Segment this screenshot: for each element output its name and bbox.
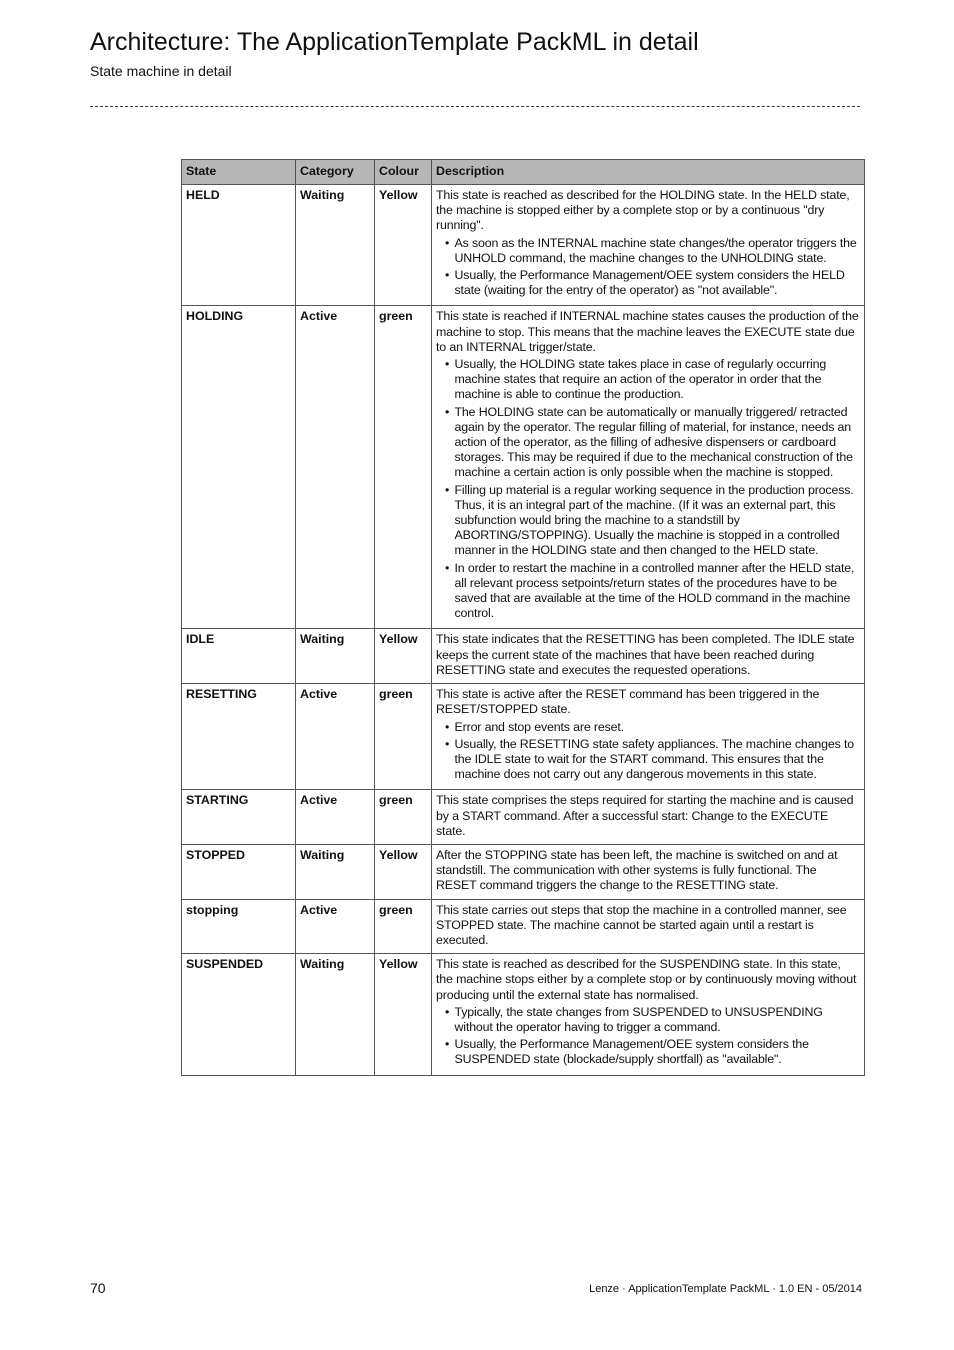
description-cell xyxy=(432,790,865,845)
description-bullet: • Typically, the state changes from SUSPENDED to UNSUSPENDING without the operator having to trigger a command. xyxy=(436,1005,860,1035)
colour-cell: green xyxy=(375,684,432,790)
header-separator xyxy=(90,106,860,107)
description-bullet: • As soon as the INTERNAL machine state changes/the operator triggers the UNHOLD command, the machine changes to the UNHOLDING state. xyxy=(436,236,860,266)
description-bullet: • Usually, the HOLDING state takes place in case of regularly occurring machine states that require an action of the operator in order that the machine is able to continue the production. xyxy=(436,357,860,403)
table-row xyxy=(182,306,865,629)
description-cell xyxy=(432,684,865,790)
table-row xyxy=(182,684,865,790)
page-number: 70 xyxy=(90,1280,106,1296)
description-text: This state is active after the RESET command has been triggered in the RESET/STOPPED state. xyxy=(436,687,820,717)
description-cell xyxy=(432,185,865,306)
column-header-description: Description xyxy=(432,160,865,185)
description-bullet: • In order to restart the machine in a controlled manner after the HELD state, all relevant process setpoints/return states of the procedures have to be saved that are available at the time of the HOLD command in the machine control. xyxy=(436,561,860,622)
column-header-colour: Colour xyxy=(375,160,432,185)
description-bullet: • Usually, the RESETTING state safety appliances. The machine changes to the IDLE state to wait for the START command. This ensures that the machine does not carry out any dangerous movements in this state. xyxy=(436,737,860,783)
description-cell xyxy=(432,954,865,1075)
category-cell: Waiting xyxy=(296,185,375,306)
description-text: This state is reached as described for the SUSPENDING state. In this state, the machine stops either by a complete stop or by continuously moving without producing until the external state has normalised. xyxy=(436,957,857,1002)
state-table xyxy=(181,159,865,1076)
colour-cell: Yellow xyxy=(375,844,432,899)
description-bullet: • Usually, the Performance Management/OEE system considers the SUSPENDED state (blockade/supply shortfall) as "available". xyxy=(436,1037,860,1067)
column-header-state: State xyxy=(182,160,296,185)
category-cell: Active xyxy=(296,899,375,954)
state-cell: stopping xyxy=(182,899,296,954)
colour-cell: Yellow xyxy=(375,954,432,1075)
description-text: This state carries out steps that stop the machine in a controlled manner, see STOPPED state. The machine cannot be started again until a restart is executed. xyxy=(436,902,847,947)
category-cell: Active xyxy=(296,306,375,629)
table-row xyxy=(182,899,865,954)
description-bullet: • Usually, the Performance Management/OEE system considers the HELD state (waiting for the entry of the operator) as "not available". xyxy=(436,268,860,298)
description-text: This state is reached as described for the HOLDING state. In the HELD state, the machine is stopped either by a complete stop or by a continuous "dry running". xyxy=(436,188,850,233)
state-cell: IDLE xyxy=(182,629,296,684)
description-bullet: • The HOLDING state can be automatically or manually triggered/ retracted again by the operator. The regular filling of material, for instance, needs an action of the operator, as the filling of adhesive dispensers or cardboard storages. This may be required if due to the mechanical construction of the machine a certain action is only possible when the machine is stopped. xyxy=(436,405,860,481)
colour-cell: Yellow xyxy=(375,185,432,306)
category-cell: Active xyxy=(296,684,375,790)
description-bullet-list xyxy=(436,1005,860,1068)
state-cell: STOPPED xyxy=(182,844,296,899)
colour-cell: Yellow xyxy=(375,629,432,684)
description-bullet-list xyxy=(436,236,860,299)
description-cell xyxy=(432,629,865,684)
description-bullet-list xyxy=(436,357,860,621)
category-cell: Waiting xyxy=(296,954,375,1075)
description-bullet: • Filling up material is a regular working sequence in the production process. Thus, it is an integral part of the machine. (If it was an external part, this subfunction would bring the machine to a standstill by ABORTING/STOPPING). Usually the machine is stopped in a controlled manner in the HOLDING state and then changed to the HELD state. xyxy=(436,483,860,559)
colour-cell: green xyxy=(375,899,432,954)
category-cell: Waiting xyxy=(296,629,375,684)
description-bullet-list xyxy=(436,720,860,783)
description-text: This state indicates that the RESETTING has been completed. The IDLE state keeps the current state of the machines that have been reached during RESETTING state and executes the requested operations. xyxy=(436,632,855,677)
state-cell: HELD xyxy=(182,185,296,306)
state-cell: HOLDING xyxy=(182,306,296,629)
document-info: Lenze · ApplicationTemplate PackML · 1.0 EN - 05/2014 xyxy=(589,1283,862,1295)
column-header-category: Category xyxy=(296,160,375,185)
table-header-row xyxy=(182,160,865,185)
description-text: This state comprises the steps required for starting the machine and is caused by a START command. After a successful start: Change to the EXECUTE state. xyxy=(436,793,854,838)
description-cell xyxy=(432,899,865,954)
colour-cell: green xyxy=(375,306,432,629)
colour-cell: green xyxy=(375,790,432,845)
state-cell: RESETTING xyxy=(182,684,296,790)
page-subtitle: State machine in detail xyxy=(90,63,232,79)
description-cell xyxy=(432,306,865,629)
state-cell: STARTING xyxy=(182,790,296,845)
table-row xyxy=(182,954,865,1075)
table-row xyxy=(182,185,865,306)
description-text: After the STOPPING state has been left, the machine is switched on and at standstill. The communication with other systems is fully functional. The RESET command triggers the change to the RESETTING state. xyxy=(436,847,838,893)
description-cell xyxy=(432,844,865,899)
state-cell: SUSPENDED xyxy=(182,954,296,1075)
table-row xyxy=(182,629,865,684)
description-text: This state is reached if INTERNAL machine states causes the production of the machine to stop. This means that the machine leaves the EXECUTE state due to an INTERNAL trigger/state. xyxy=(436,309,859,354)
page-title: Architecture: The ApplicationTemplate PackML in detail xyxy=(90,28,699,56)
description-bullet: • Error and stop events are reset. xyxy=(436,720,860,735)
category-cell: Active xyxy=(296,790,375,845)
table-row xyxy=(182,844,865,899)
table-row xyxy=(182,790,865,845)
category-cell: Waiting xyxy=(296,844,375,899)
